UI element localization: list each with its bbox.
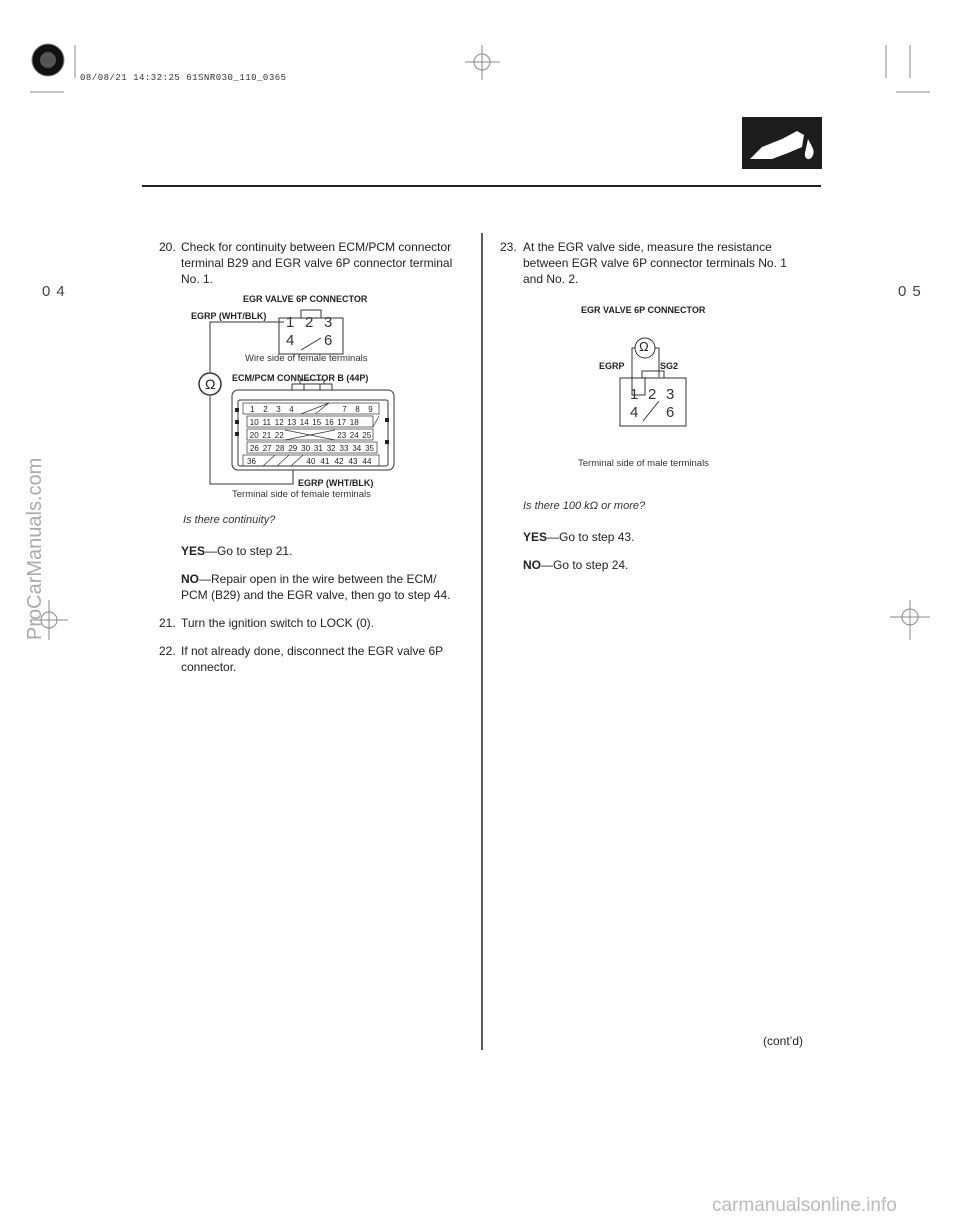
ecm-pin: 34 [352,444,362,453]
step-21-text: Turn the ignition switch to LOCK (0). [181,616,374,630]
ecm-pin: 41 [320,457,330,466]
yes-branch-step23: YES—Go to step 43. [523,530,635,544]
ohmmeter-symbol-left: Ω [205,376,216,392]
ecm-pin: 14 [299,418,309,427]
egr-connector-title: EGR VALVE 6P CONNECTOR [243,294,368,304]
step-23-number: 23. [500,240,517,254]
step-22-line-1: If not already done, disconnect the EGR valve 6P [181,644,444,658]
no-text: Go to step 24. [553,558,629,572]
ecm-row-2 [248,418,361,427]
ecm-row-1 [246,405,377,414]
ecm-pin: 40 [306,457,316,466]
ecm-pin: 43 [348,457,358,466]
no-text-2: PCM (B29) and the EGR valve, then go to step 44. [181,588,451,602]
ecm-pin: 29 [288,444,298,453]
yes-text: Go to step 21. [217,544,293,558]
step-20-line-3: No. 1. [181,272,214,286]
egr-connector-title-right: EGR VALVE 6P CONNECTOR [581,305,706,315]
male-pin-1: 1 [630,386,639,403]
ecm-connector-title: ECM/PCM CONNECTOR B (44P) [232,373,369,383]
ecm-pin: 7 [342,405,347,414]
ecm-pin: 42 [334,457,344,466]
ecm-pin: 22 [274,431,284,440]
ecm-pin: 27 [262,444,272,453]
ecm-pin: 17 [337,418,347,427]
ecm-pin: 3 [276,405,281,414]
ecm-pin: 9 [368,405,373,414]
sg2-label-right: SG2 [660,361,679,371]
step-20-line-2: terminal B29 and EGR valve 6P connector terminal [181,256,453,270]
no-branch-step23: NO—Go to step 24. [523,558,629,572]
ecm-pin: 25 [362,431,372,440]
side-watermark: ProCarManuals.com [24,457,46,640]
no-text-1: Repair open in the wire between the ECM/ [211,572,437,586]
ecm-pin: 32 [326,444,336,453]
left-wiring-diagram [195,300,405,500]
ecm-pin: 10 [249,418,259,427]
ecm-pin: 1 [250,405,255,414]
wire-side-caption: Wire side of female terminals [245,353,368,364]
ecm-pin: 36 [247,457,256,466]
egr-pin-4: 4 [286,332,295,349]
resistance-question: Is there 100 kΩ or more? [523,500,646,512]
terminal-side-male-caption: Terminal side of male terminals [578,458,709,469]
ecm-pin: 21 [262,431,272,440]
terminal-side-female-caption: Terminal side of female terminals [232,489,371,500]
ecm-pin: 11 [262,418,271,427]
no-label: NO [523,558,541,572]
right-wiring-diagram [615,335,695,435]
ecm-pin: 26 [249,444,259,453]
ecm-pin: 30 [301,444,311,453]
ecm-pin: 4 [289,405,294,414]
fuel-nozzle-icon [742,117,822,169]
ohmmeter-symbol-right: Ω [639,339,649,354]
print-stamp: 08/08/21 14:32:25 61SNR030_110_0365 [80,73,287,83]
step-23-line-1: At the EGR valve side, measure the resistance [523,240,772,254]
bottom-watermark: carmanualsonline.info [712,1195,897,1216]
yes-label: YES [523,530,548,544]
no-label: NO [181,572,199,586]
ecm-pin: 24 [349,431,359,440]
ecm-row-3 [248,431,373,440]
ecm-pin: 35 [365,444,375,453]
egr-pin-3: 3 [324,314,333,331]
ecm-row-4 [248,444,376,453]
ecm-pin: 2 [263,405,268,414]
ecm-pin: 20 [249,431,259,440]
page-number-left: 04 [42,283,71,300]
step-20-number: 20. [159,240,176,254]
ecm-pin: 15 [312,418,322,427]
ecm-pin: 31 [313,444,323,453]
egr-pin-2: 2 [305,314,314,331]
step-21-number: 21. [159,616,176,630]
egr-pin-6: 6 [324,332,333,349]
continued-note: (cont’d) [763,1034,804,1048]
male-pin-4: 4 [630,404,639,421]
step-23-line-2: between EGR valve 6P connector terminals No. 1 [523,256,787,270]
ecm-pin: 44 [362,457,372,466]
male-pin-2: 2 [648,386,657,403]
page-number-right: 05 [898,283,927,300]
step-23-line-3: and No. 2. [523,272,579,286]
ecm-pin: 23 [337,431,347,440]
ecm-pin: 12 [274,418,284,427]
ecm-pin: 8 [355,405,360,414]
ecm-pin: 28 [275,444,285,453]
ecm-pin: 33 [339,444,349,453]
step-22-number: 22. [159,644,176,658]
yes-label: YES [181,544,206,558]
egrp-wire-label-bottom: EGRP (WHT/BLK) [298,478,374,488]
male-pin-3: 3 [666,386,675,403]
yes-branch-step20: YES—Go to step 21. [181,544,293,558]
no-branch-step20: NO—Repair open in the wire between the ECM/ [181,572,437,586]
egr-pin-1: 1 [286,314,295,331]
ecm-pin: 16 [324,418,334,427]
step-22-line-2: connector. [181,660,237,674]
egrp-wire-label-top: EGRP (WHT/BLK) [191,311,267,321]
ecm-pin: 13 [287,418,297,427]
egrp-label-right: EGRP [599,361,625,371]
ecm-row-5 [245,457,374,466]
step-20-line-1: Check for continuity between ECM/PCM connector [181,240,452,254]
ecm-pin: 18 [349,418,359,427]
yes-text: Go to step 43. [559,530,635,544]
male-pin-6: 6 [666,404,675,421]
continuity-question: Is there continuity? [183,514,276,526]
